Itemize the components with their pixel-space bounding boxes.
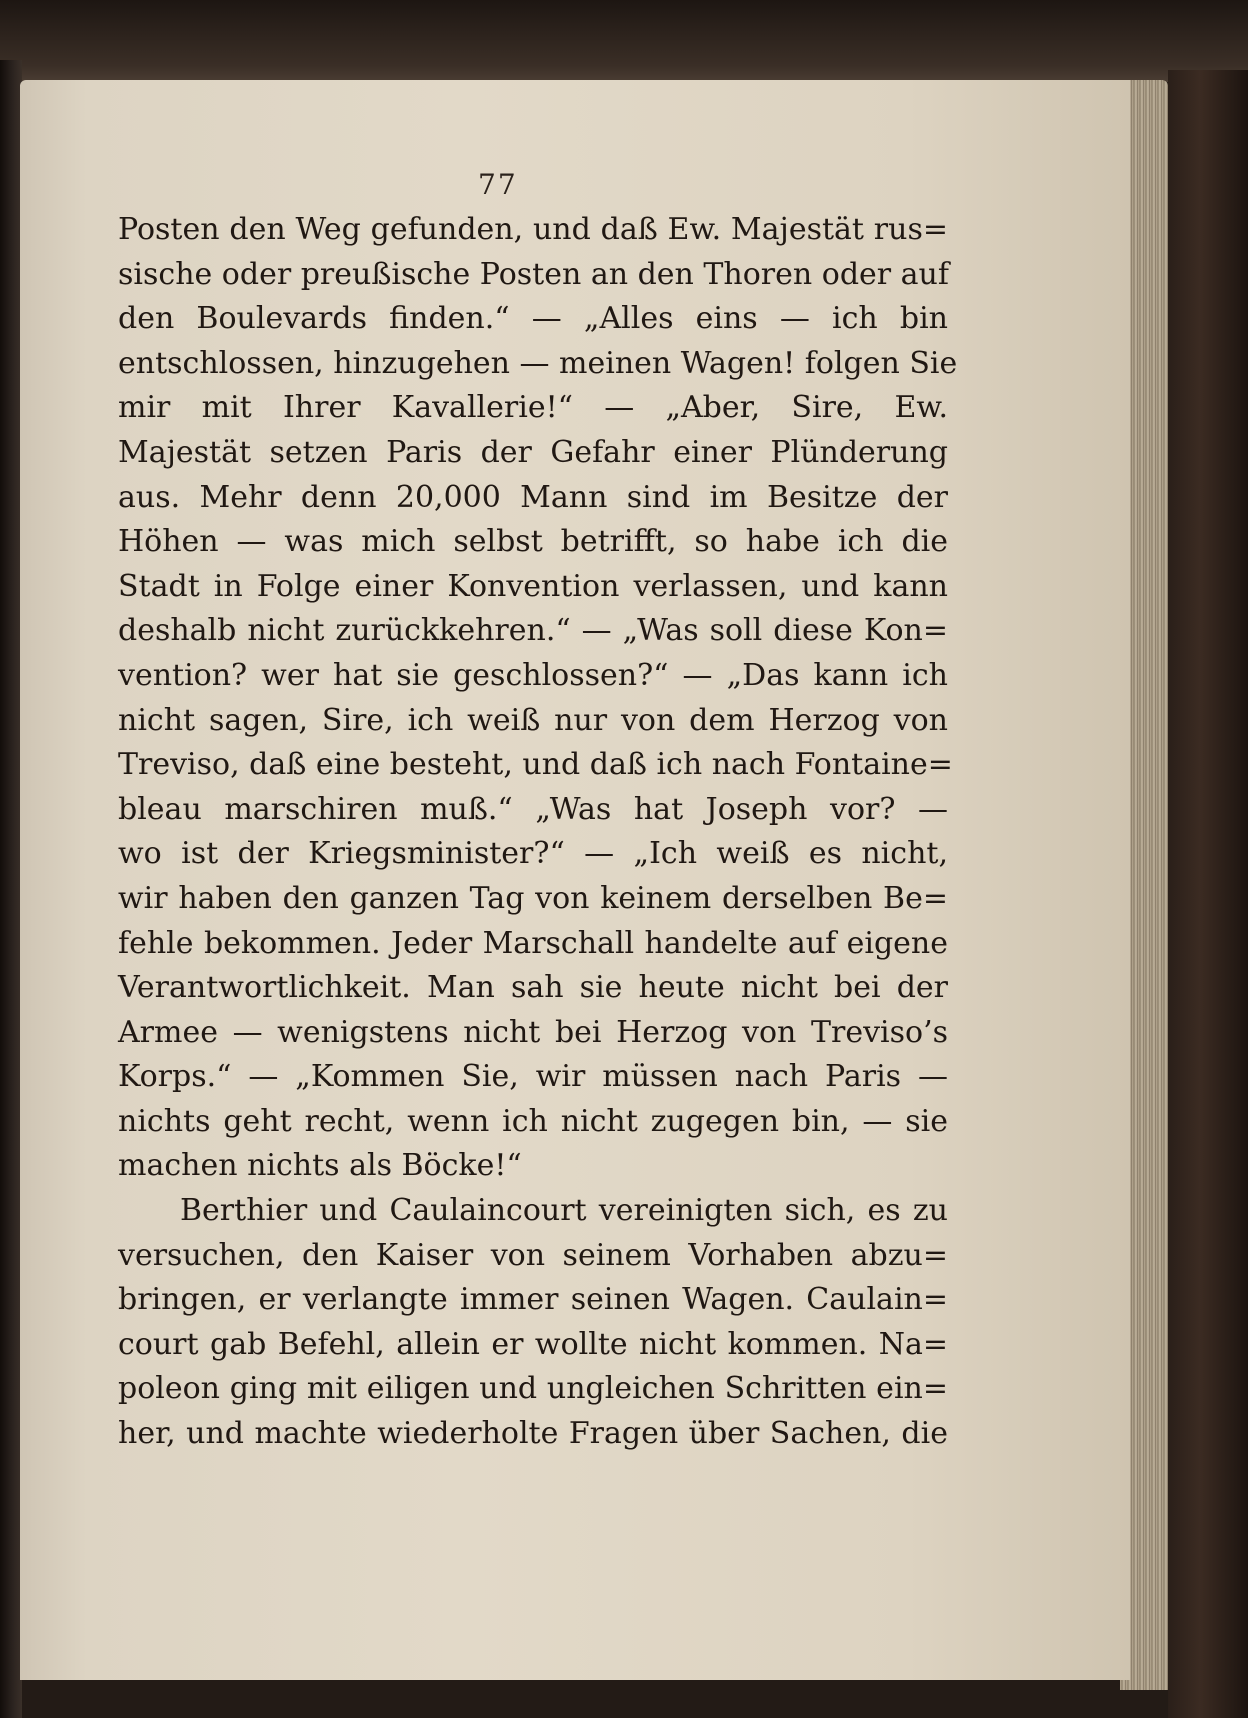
text-line: mir mit Ihrer Kavallerie!“ — „Aber, Sire, Ew.: [118, 390, 948, 426]
text-line: vention? wer hat sie geschlossen?“ — „Das kann ich: [118, 657, 948, 693]
text-line: court gab Befehl, allein er wollte nicht kommen. Na=: [118, 1326, 948, 1362]
page-text: [118, 208, 958, 1457]
text-line: poleon ging mit eiligen und ungleichen Schritten ein=: [118, 1371, 948, 1407]
text-line: her, und machte wiederholte Fragen über Sachen, die: [118, 1416, 948, 1452]
text-line: Armee — wenigstens nicht bei Herzog von Treviso’s: [118, 1014, 948, 1050]
text-line: fehle bekommen. Jeder Marschall handelte auf eigene: [118, 925, 948, 961]
text-line: nicht sagen, Sire, ich weiß nur von dem Herzog von: [118, 702, 948, 738]
text-line: Majestät setzen Paris der Gefahr einer Plünderung: [118, 434, 948, 470]
text-line: den Boulevards finden.“ — „Alles eins — ich bin: [118, 301, 948, 337]
top-shadow: [0, 0, 1248, 82]
text-line: Treviso, daß eine besteht, und daß ich nach Fontaine=: [118, 747, 953, 783]
text-line: machen nichts als Böcke!“: [118, 1148, 522, 1184]
text-line: Korps.“ — „Kommen Sie, wir müssen nach Paris —: [118, 1059, 948, 1095]
book-binding-left: [0, 60, 22, 1718]
text-line: bringen, er verlangte immer seinen Wagen. Caulain=: [118, 1282, 948, 1318]
text-line: Stadt in Folge einer Konvention verlassen, und kann: [118, 568, 948, 604]
text-line: bleau marschiren muß.“ „Was hat Joseph vor? —: [118, 791, 948, 827]
text-line: Berthier und Caulaincourt vereinigten sich, es zu: [180, 1193, 948, 1229]
text-line: nichts geht recht, wenn ich nicht zugegen bin, — sie: [118, 1103, 948, 1139]
book-cover-right: [1168, 70, 1248, 1718]
text-line: wir haben den ganzen Tag von keinem derselben Be=: [118, 880, 948, 916]
paragraph: [118, 1189, 948, 1457]
text-line: Höhen — was mich selbst betrifft, so habe ich die: [118, 524, 948, 560]
text-line: aus. Mehr denn 20,000 Mann sind im Besitze der: [118, 479, 948, 515]
text-line: Verantwortlichkeit. Man sah sie heute nicht bei der: [118, 970, 948, 1006]
text-line: entschlossen, hinzugehen — meinen Wagen! folgen Sie: [118, 345, 958, 381]
page-number: 77: [478, 168, 518, 201]
text-line: Posten den Weg gefunden, und daß Ew. Majestät rus=: [118, 212, 948, 247]
text-line: wo ist der Kriegsminister?“ — „Ich weiß es nicht,: [118, 836, 948, 872]
text-line: deshalb nicht zurückkehren.“ — „Was soll diese Kon=: [118, 613, 948, 649]
text-line: versuchen, den Kaiser von seinem Vorhaben abzu=: [118, 1237, 948, 1273]
text-line: sische oder preußische Posten an den Thoren oder auf: [118, 256, 949, 292]
paragraph: [118, 208, 958, 1189]
